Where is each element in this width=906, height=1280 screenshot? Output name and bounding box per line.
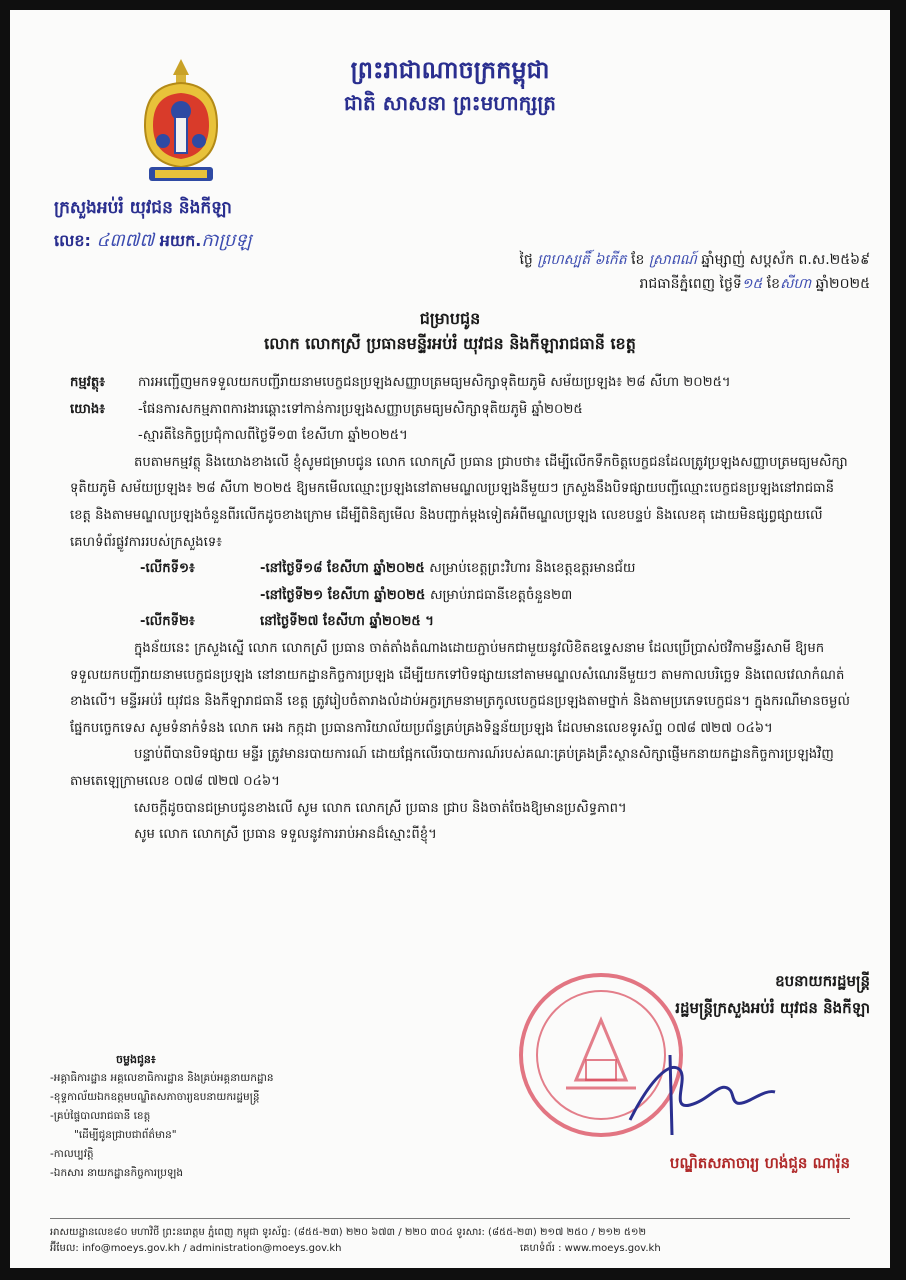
date-hand: សីហា — [780, 276, 812, 292]
cc-list — [50, 1050, 410, 1183]
kingdom-title: ព្រះរាជាណាចក្រកម្ពុជា — [350, 56, 550, 84]
date-text: ថ្ងៃ — [519, 252, 533, 268]
footer-email: អ៊ីមែល: info@moeys.gov.kh / administration@moeys.gov.kh — [50, 1243, 342, 1254]
reference-item: -ផែនការសកម្មភាពការងារឆ្ពោះទៅកាន់ការប្រឡងសញ្ញាបត្រមធ្យមសិក្សាទុតិយភូមិ ឆ្នាំ២០២៥ — [138, 401, 583, 417]
round-date — [260, 583, 850, 610]
schedule-round-1 — [70, 556, 850, 583]
paragraph: បន្ទាប់ពីបានបិទផ្សាយ មន្ទីរ ត្រូវមានរបាយការណ៍ ដោយផ្អែកលើរបាយការណ៍របស់គណៈគ្រប់គ្រងគ្រឹះស្ថានសិក្សាផ្ញើមកនាយកដ្ឋានកិច្ចការប្រឡងវិញ តាមតេឡេក្រាមលេខ ០៧៨ ៧២៧ ០៤៦។ — [70, 747, 834, 789]
round-note: សម្រាប់ខេត្តព្រះវិហារ និងខេត្តឧត្តរមានជ័យ — [429, 561, 636, 577]
lunar-date — [410, 248, 870, 272]
recipient-line: លោក លោកស្រី ប្រធានមន្ទីរអប់រំ យុវជន និងកីឡារាជធានី ខេត្ត — [264, 334, 636, 353]
round-date-text: -នៅថ្ងៃទី២១ ខែសីហា ឆ្នាំ២០២៥ — [260, 587, 426, 603]
national-motto: ជាតិ សាសនា ព្រះមហាក្សត្រ — [344, 91, 556, 115]
cc-item: -កាលប្បវត្តិ — [50, 1148, 94, 1160]
solar-date — [410, 272, 870, 296]
letter-heading — [10, 308, 890, 356]
round-date — [260, 556, 850, 583]
cc-item: -គ្រប់ផ្ទៃបាលរាជធានី ខេត្ត — [50, 1110, 151, 1122]
notice-label: ជម្រាបជូន — [419, 309, 481, 328]
signature-block — [490, 968, 870, 1022]
reference-number — [54, 230, 252, 252]
ministry-emblem-icon — [135, 55, 227, 190]
signer-name: បណ្ឌិតសភាចារ្យ ហង់ជួន ណារ៉ុន — [669, 1154, 850, 1172]
subject-row — [70, 370, 850, 397]
ministry-name: ក្រសួងអប់រំ យុវជន និងកីឡា — [54, 198, 232, 218]
paragraph: ក្នុងន័យនេះ ក្រសួងស្នើ លោក លោកស្រី ប្រធាន ចាត់តាំងតំណាងដោយភ្ជាប់មកជាមួយនូវលិខិតឧទ្ទេសនាម ដែលប្រើប្រាស់ថវិកាមន្ទីរសាមី ឱ្យមកទទួលយកបញ្ជីរាយនាមបេក្ខជនប្រឡង នៅនាយកដ្ឋានកិច្ចការប្រឡង ដើម្បីយកទៅបិទផ្សាយនៅតាមមណ្ឌលសំណេរនីមួយៗ តាមកាលបរិច្ឆេទ និងពេលវេលាកំណត់ខាងលើ។ មន្ទីរអប់រំ យុវជន និងកីឡារាជធានី ខេត្ត ត្រូវរៀបចំតារាងលំដាប់អក្ខរក្រមនាមត្រកូលបេក្ខជនប្រឡងតាមថ្នាក់ និងតាមប្រភេទបេក្ខជន។ ក្នុងករណីមានចម្ងល់ផ្នែកបច្ចេកទេស សូមទំនាក់ទំនង លោក អេង កក្កដា ប្រធានការិយាល័យប្រព័ន្ធគ្រប់គ្រងទិន្នន័យប្រឡង ដែលមានលេខទូរស័ព្ទ ០៧៨ ៧២៧ ០៤៦។ — [70, 640, 850, 736]
round-date: នៅថ្ងៃទី២៧ ខែសីហា ឆ្នាំ២០២៥ ។ — [260, 614, 434, 630]
letter-footer — [50, 1218, 850, 1257]
reference-list — [138, 397, 850, 450]
subject-label: កម្មវត្ថុ៖ — [70, 375, 106, 390]
ref-suffix: អយក. — [159, 231, 202, 250]
signer-title-1: ឧបនាយករដ្ឋមន្ត្រី — [775, 972, 870, 990]
reference-row — [70, 397, 850, 450]
subject-text: ការអញ្ជើញមកទទួលយកបញ្ជីរាយនាមបេក្ខជនប្រឡងសញ្ញាបត្រមធ្យមសិក្សាទុតិយភូមិ សម័យប្រឡង៖ ២៨ សីហា ២០២៥។ — [138, 375, 731, 390]
schedule-round-2 — [70, 609, 850, 636]
ref-label: លេខ: — [54, 231, 91, 250]
round-spacer — [70, 583, 260, 610]
footer-contact — [50, 1241, 850, 1257]
footer-address: អាសយដ្ឋានលេខ៨០ មហាវិថី ព្រះនរោត្តម ភ្នំពេញ កម្ពុជា ទូរស័ព្ទ: (៨៥៥-២៣) ២២០ ៦៧៣ / ២២០ ៣០៤ ទូរសារ: (៨៥៥-២៣) ២១៧ ២៥០ / ២១២ ៥១២ — [50, 1227, 647, 1238]
round-label: -លើកទី១៖ — [140, 561, 195, 577]
date-text: ខែ — [631, 252, 645, 268]
schedule-round-1b — [70, 583, 850, 610]
round-date-text: -នៅថ្ងៃទី១៨ ខែសីហា ឆ្នាំ២០២៥ — [260, 561, 425, 577]
reference-label: យោង៖ — [70, 401, 106, 417]
round-note: សម្រាប់រាជធានីខេត្តចំនួន២៣ — [429, 587, 573, 603]
date-hand: ស្រាពណ៍ — [648, 252, 697, 268]
cc-item: "ដើម្បីជូនជ្រាបជាព័ត៌មាន" — [74, 1129, 177, 1141]
paragraph: តបតាមកម្មវត្ថុ និងយោងខាងលើ ខ្ញុំសូមជម្រាបជូន លោក លោកស្រី ប្រធាន ជ្រាបថា៖ ដើម្បីលើកទឹកចិត្តបេក្ខជនដែលត្រូវប្រឡងសញ្ញាបត្រមធ្យមសិក្សាទុតិយភូមិ សម័យប្រឡង៖ ២៨ សីហា ២០២៥ ឱ្យមកមើលឈ្មោះប្រឡងនៅតាមមណ្ឌលប្រឡងនីមួយៗ ក្រសួងនឹងបិទផ្សាយបញ្ជីឈ្មោះបេក្ខជនប្រឡងនៅរាជធានី ខេត្ត និងតាមមណ្ឌលប្រឡងចំនួនពីរលើកដូចខាងក្រោម ដើម្បីពិនិត្យមើល និងបញ្ជាក់ម្តងទៀតអំពីមណ្ឌលប្រឡង លេខបន្ទប់ និងលេខតុ ដោយមិនផ្សព្វផ្សាយលើគេហទំព័រផ្លូវការរបស់ក្រសួងទេ៖ — [70, 454, 848, 550]
cc-title: ចម្លងជូន៖ — [116, 1053, 156, 1066]
footer-website: គេហទំព័រ : www.moeys.gov.kh — [520, 1243, 661, 1254]
round-label: -លើកទី២៖ — [140, 614, 195, 630]
date-hand: ១៥ — [741, 276, 763, 292]
letter-date — [410, 248, 870, 296]
paragraph: សេចក្តីដូចបានជម្រាបជូនខាងលើ សូម លោក លោកស្រី ប្រធាន ជ្រាប និងចាត់ចែងឱ្យមានប្រសិទ្ធភាព។ — [134, 800, 627, 816]
ref-number: ៤៣៧៧ — [96, 230, 155, 251]
date-text: ឆ្នាំម្សាញ់ សប្តស័ក ព.ស.២៥៦៩ — [701, 252, 870, 268]
handwritten-signature-icon — [610, 1050, 780, 1140]
date-text: រាជធានីភ្នំពេញ ថ្ងៃទី — [639, 276, 742, 292]
date-text: ឆ្នាំ២០២៥ — [815, 276, 870, 292]
letter-page — [10, 10, 890, 1268]
date-hand: ព្រហស្បតិ៍ ៦កើត — [537, 252, 627, 268]
cc-item: -ខុទ្ទកាល័យឯកឧត្តមបណ្ឌិតសភាចារ្យឧបនាយករដ្ឋមន្ត្រី — [50, 1091, 260, 1103]
ref-hand: កាប្រឡ — [201, 230, 252, 251]
cc-item: -ឯកសារ នាយកដ្ឋានកិច្ចការប្រឡង — [50, 1167, 184, 1179]
reference-item: -ស្មារតីនៃកិច្ចប្រជុំកាលពីថ្ងៃទី១៣ ខែសីហា ឆ្នាំ២០២៥។ — [138, 428, 408, 444]
date-text: ខែ — [766, 276, 781, 292]
kingdom-header — [300, 55, 600, 117]
letter-body — [70, 370, 850, 849]
paragraph: សូម លោក លោកស្រី ប្រធាន ទទួលនូវការរាប់អានដ៏ស្មោះពីខ្ញុំ។ — [134, 827, 437, 843]
cc-item: -អគ្គាធិការដ្ឋាន អគ្គលេខាធិការដ្ឋាន និងគ្រប់អគ្គនាយកដ្ឋាន — [50, 1072, 274, 1084]
signer-title-2: រដ្ឋមន្ត្រីក្រសួងអប់រំ យុវជន និងកីឡា — [675, 999, 870, 1017]
